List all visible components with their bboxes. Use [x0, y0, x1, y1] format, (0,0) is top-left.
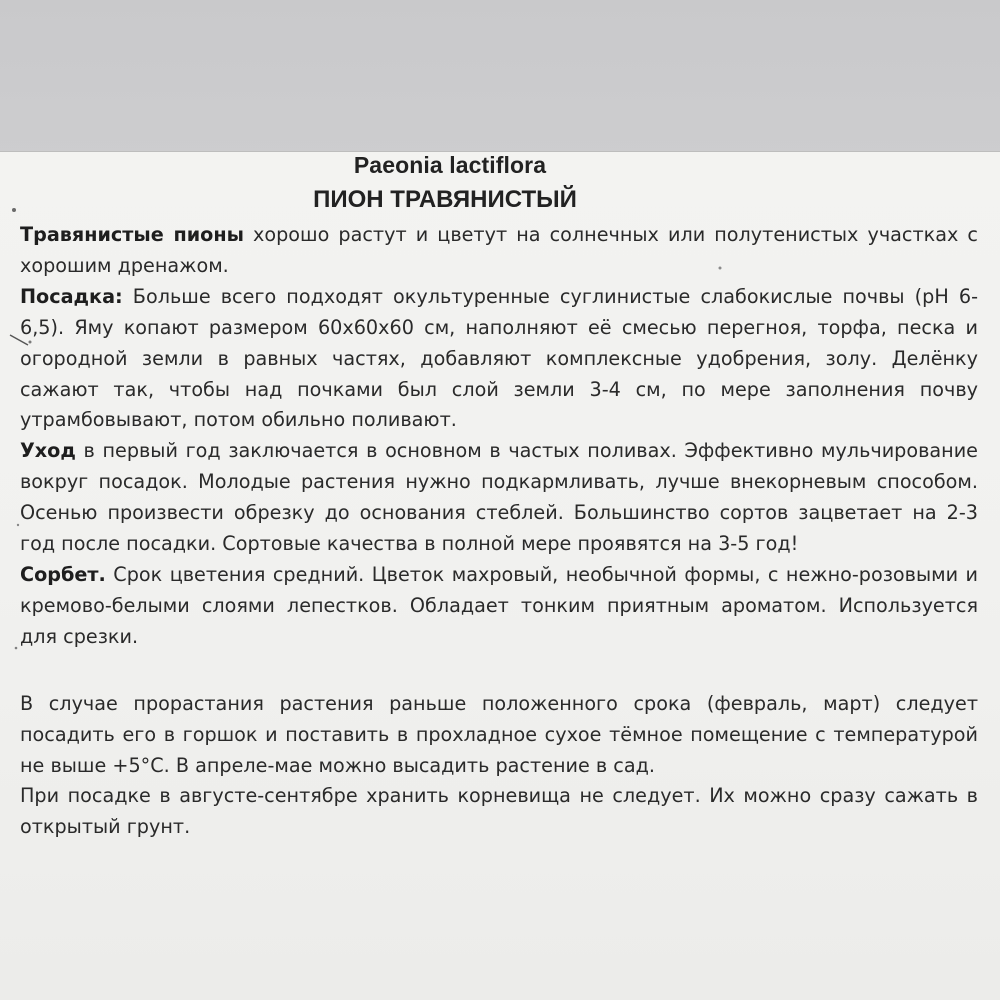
- section-heading: Травянистые пионы: [20, 223, 244, 246]
- section-heading: Уход: [20, 439, 76, 463]
- section-text: Срок цветения средний. Цветок махровый, необычной формы, с нежно-розовыми и кремово-белыми слоями лепестков. Обладает тонким приятным ароматом. Используется для срезки.: [20, 562, 978, 648]
- section-text: хорошо растут и цветут на солнечных или полутенистых участках с хорошим дренажом.: [20, 223, 978, 277]
- section-variety: [20, 560, 978, 653]
- latin-title: Paeonia lactiflora: [353, 152, 547, 178]
- note-early-sprouting: В случае прорастания растения раньше положенного срока (февраль, март) следует посадить его в горшок и поставить в прохладное сухое тёмное помещение с температурой не выше +5°С. В апреле-мае можно высадить растение в сад.: [20, 691, 978, 777]
- section-planting: [20, 282, 978, 437]
- section-care: [20, 436, 978, 560]
- section-text: Больше всего подходят окультуренные суглинистые слабокислые почвы (рН 6-6,5). Яму копают размером 60х60х60 см, наполняют её смесью перегноя, торфа, песка и огородной земли в равных частях, добавляют комплексные удобрения, золу. Делёнку сажают так, чтобы над почками был слой земли 3-4 см, по мере заполнения почву утрамбовывают, потом обильно поливают.: [20, 284, 978, 432]
- note-autumn-planting: При посадке в августе-сентябре хранить корневища не следует. Их можно сразу сажать в открытый грунт.: [20, 784, 978, 839]
- care-instructions: [20, 220, 978, 843]
- section-heading: Посадка:: [20, 284, 123, 308]
- russian-title: ПИОН ТРАВЯНИСТЫЙ: [313, 186, 577, 213]
- section-heading: Сорбет.: [20, 562, 106, 586]
- section-text: в первый год заключается в основном в частых поливах. Эффективно мульчирование вокруг посадок. Молодые растения нужно подкармливать, лучше внекорневым способом. Осенью произвести обрезку до основания стеблей. Большинство сортов зацветает на 2-3 год после посадки. Сортовые качества в полной мере проявятся на 3-5 год!: [20, 439, 978, 556]
- paragraph-gap: [20, 653, 978, 689]
- section-intro: [20, 220, 978, 282]
